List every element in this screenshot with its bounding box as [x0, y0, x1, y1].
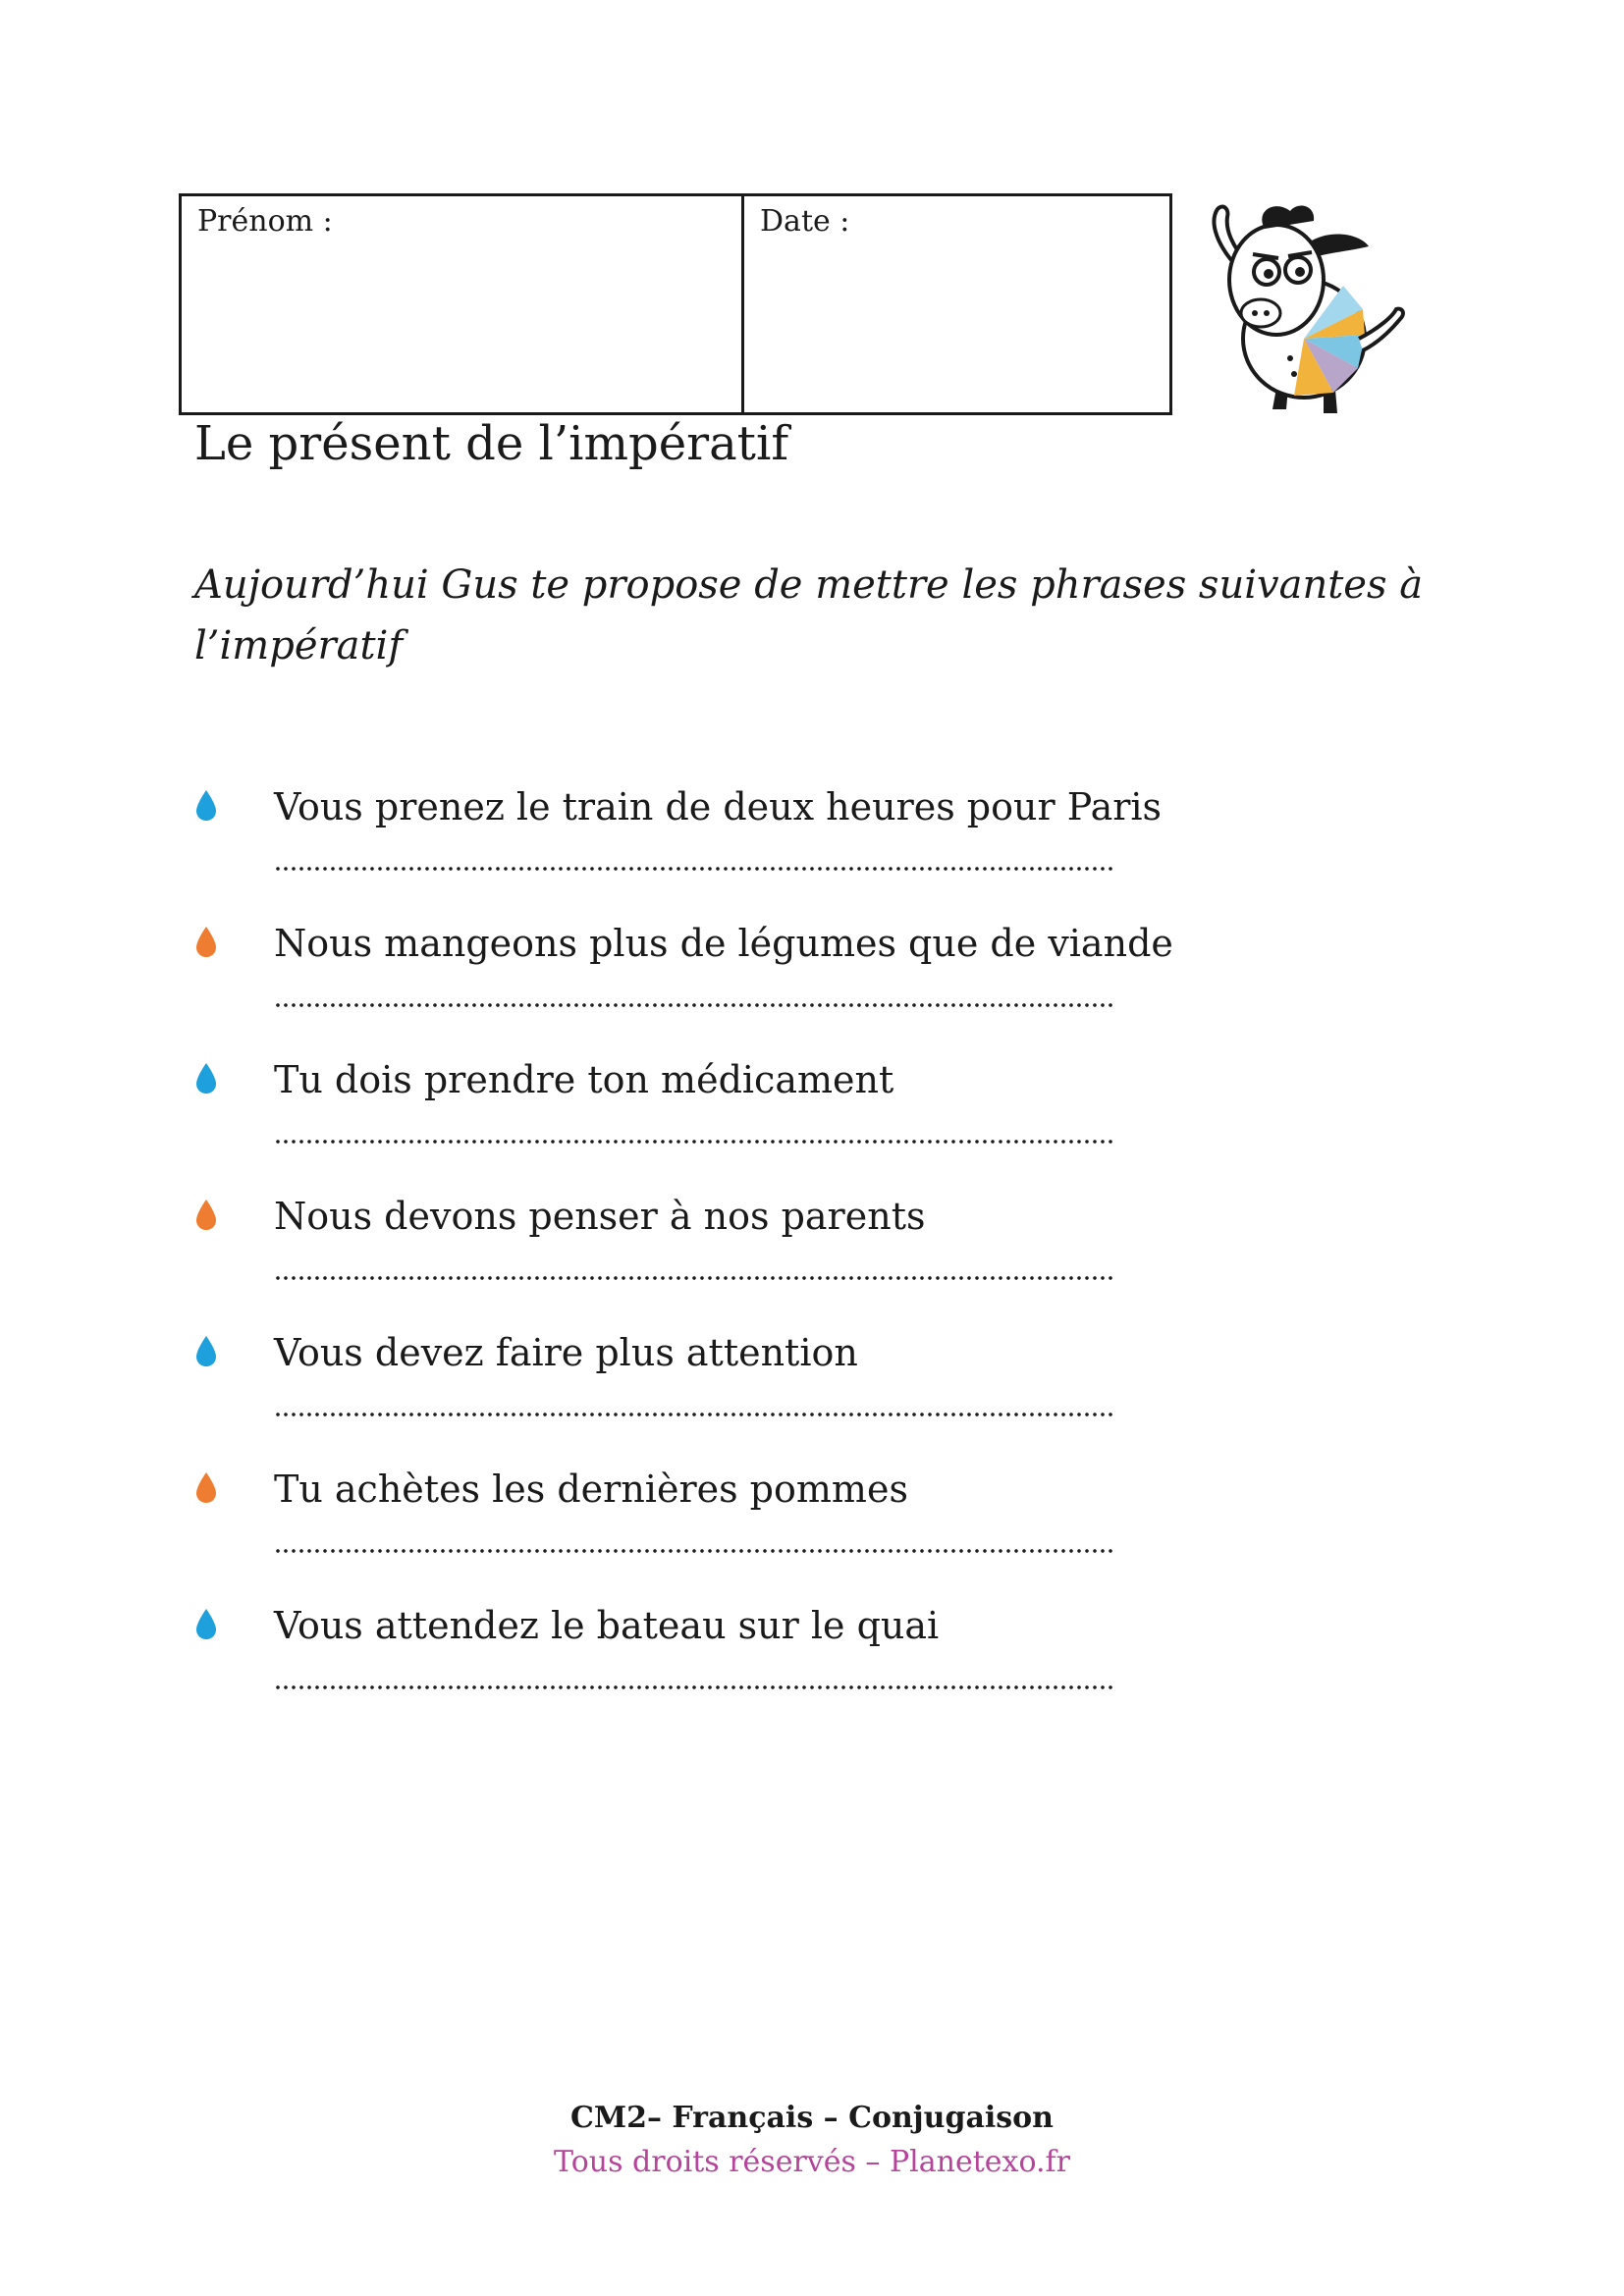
- exercise-item: [191, 1468, 1173, 1604]
- date-label: Date :: [760, 204, 850, 239]
- exercise-sentence: Vous prenez le train de deux heures pour Paris: [274, 785, 1163, 828]
- answer-dotted-line[interactable]: [274, 866, 1114, 872]
- name-label: Prénom :: [197, 204, 333, 239]
- answer-dotted-line[interactable]: [274, 1139, 1114, 1145]
- exercise-list: [191, 785, 1173, 1740]
- exercise-item: [191, 1604, 1173, 1740]
- instruction-text: Aujourd’hui Gus te propose de mettre les phrases suivantes à l’impératif: [194, 562, 1424, 668]
- date-field[interactable]: [744, 196, 1169, 412]
- exercise-item: [191, 1195, 1173, 1331]
- footer-course: CM2– Français – Conjugaison: [570, 2101, 1054, 2135]
- page-title: Le présent de l’impératif: [194, 416, 789, 471]
- exercise-sentence: Tu dois prendre ton médicament: [274, 1058, 894, 1101]
- exercise-sentence: Nous mangeons plus de légumes que de viande: [274, 922, 1173, 965]
- exercise-sentence: Nous devons penser à nos parents: [274, 1195, 926, 1238]
- exercise-sentence: Vous devez faire plus attention: [274, 1331, 858, 1374]
- answer-dotted-line[interactable]: [274, 1002, 1114, 1008]
- water-drop-icon: [194, 1336, 218, 1367]
- student-info-table: [179, 193, 1172, 415]
- answer-dotted-line[interactable]: [274, 1548, 1114, 1554]
- exercise-item: [191, 1058, 1173, 1195]
- water-drop-icon: [194, 1472, 218, 1504]
- exercise-item: [191, 785, 1173, 922]
- footer-rights: Tous droits réservés – Planetexo.fr: [554, 2145, 1070, 2179]
- exercise-item: [191, 1331, 1173, 1468]
- footer: [0, 2101, 1624, 2179]
- name-field[interactable]: [182, 196, 744, 412]
- exercise-sentence: Tu achètes les dernières pommes: [274, 1468, 908, 1511]
- answer-dotted-line[interactable]: [274, 1275, 1114, 1281]
- water-drop-icon: [194, 1063, 218, 1095]
- exercise-sentence: Vous attendez le bateau sur le quai: [274, 1604, 940, 1647]
- exercise-item: [191, 922, 1173, 1058]
- water-drop-icon: [194, 790, 218, 822]
- answer-dotted-line[interactable]: [274, 1684, 1114, 1690]
- answer-dotted-line[interactable]: [274, 1412, 1114, 1417]
- sheep-mascot-icon: [1196, 191, 1412, 417]
- water-drop-icon: [194, 1200, 218, 1231]
- water-drop-icon: [194, 927, 218, 958]
- water-drop-icon: [194, 1609, 218, 1640]
